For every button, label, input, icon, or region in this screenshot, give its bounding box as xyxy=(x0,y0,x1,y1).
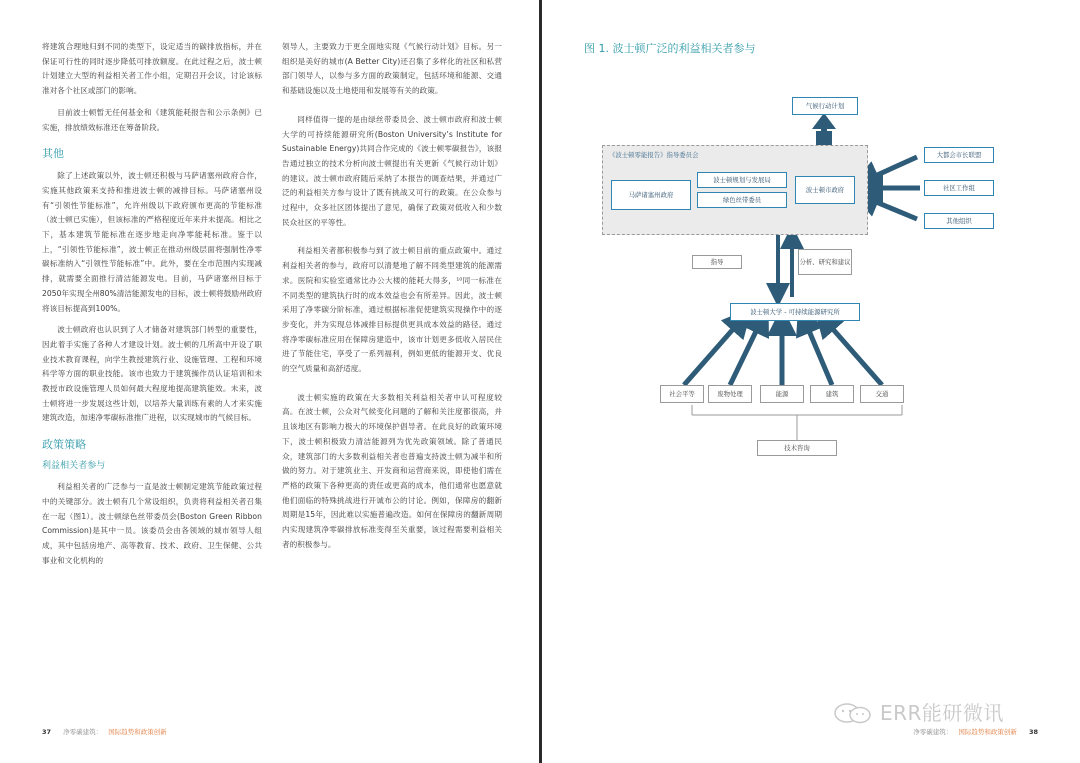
publication-subtitle: 国际趋势和政策创新 xyxy=(958,728,1017,736)
section-heading-policy: 政策策略 xyxy=(42,438,87,452)
publication-title: 净零碳建筑： xyxy=(913,728,953,736)
left-column-1 xyxy=(42,40,262,568)
analysis-label: 分析、研究和建议 xyxy=(798,249,852,275)
paragraph: 目前波士顿暂无任何基金和《建筑能耗报告和公示条例》已实施，排放绩效标准还在筹备阶段。 xyxy=(42,107,262,132)
source-energy-box: 能源 xyxy=(760,385,804,403)
page-number: 38 xyxy=(1028,728,1038,736)
arrow-shaft-climate xyxy=(816,131,832,145)
steering-committee xyxy=(602,145,868,235)
institute-box: 波士顿大学 - 可持续能源研究所 xyxy=(730,303,860,321)
paragraph: 利益相关者都积极参与到了波士顿目前的重点政策中。通过利益相关者的参与，政府可以清楚地了解不同类型建筑的能源需求。医院和实验室通常比办公大楼的能耗大得多，¹⁰同一标准在不同类型的建筑执行时的成本效益也会有所差异。因此，波士顿采用了净零碳分阶标准，通过根据标准促使建筑实现操作中的逐步变化，并为实现总体减排目标提供更具成本效益的路径。通过将净零碳标准应用在保障房建造中，该市计划更多低收入居民住进了节能住宅，享受了一系列福利，例如更低的能源开支、优良的空气质量和高舒适度。 xyxy=(282,246,502,374)
climate-action-plan-box: 气候行动计划 xyxy=(792,97,858,115)
publication-subtitle: 国际趋势和政策创新 xyxy=(108,728,167,736)
arrow-buildings xyxy=(804,319,832,385)
arrow-mayors xyxy=(864,157,917,181)
publication-title: 净零碳建筑： xyxy=(63,728,103,736)
other-orgs-box: 其他组织 xyxy=(924,213,994,229)
planning-agency-box: 波士顿规划与发展局 xyxy=(697,172,787,188)
right-page xyxy=(542,0,1080,763)
city-gov-box: 波士顿市政府 xyxy=(795,176,855,204)
source-buildings-box: 建筑 xyxy=(810,385,854,403)
subsection-heading-stakeholder: 利益相关者参与 xyxy=(42,461,106,472)
paragraph: 领导人，主要致力于更全面地实现《气候行动计划》目标。另一组织是美好的城市(A Better City)还召集了多样化的社区和私营部门领导人，以参与多方面的政策制定，包括环境和能源、交通和基础设施以及土地使用和发展等有关的政策。 xyxy=(282,42,502,96)
stakeholder-diagram xyxy=(602,95,1022,480)
right-footer xyxy=(913,728,1038,737)
arrow-transport xyxy=(824,319,882,385)
source-waste-box: 废物处理 xyxy=(708,385,752,403)
page-number: 37 xyxy=(42,728,52,736)
watermark xyxy=(832,701,1004,725)
wechat-icon xyxy=(832,702,874,724)
community-group-box: 社区工作组 xyxy=(924,180,994,196)
left-column-2 xyxy=(282,40,502,553)
paragraph: 将建筑合理地归到不同的类型下，设定适当的碳排放指标，并在保证可行性的同时逐步降低可排放额度。在此过程之后，波士顿计划建立大型的利益相关者工作小组，定期召开会议，讨论该标准对各个社区或部门的影响。 xyxy=(42,42,262,96)
watermark-text: ERR能研微讯 xyxy=(880,701,1004,725)
paragraph: 波士顿实施的政策在大多数相关利益相关者中认可程度较高。在波士顿，公众对气候变化问题的了解和关注度都很高，并且该地区有影响力极大的环境保护倡导者。在此良好的政策环境下，波士顿积极致力清洁能源列为优先政策领域。除了普通民众，建筑部门的大多数利益相关者也普遍支持波士顿为减半和所做的努力。对于建筑业主、开发商和运营商来说，即使他们需在严格的政策下各种更高的责任或更高的成本，他们通常也愿意就他们面临的特殊挑战进行开诚布公的讨论。例如，保障房的翻新周期是15年，因此难以实施普遍改造。如何在保障房的翻新周期内实现建筑净零碳排放标准变得至关重要，该过程需要利益相关者的积极参与。 xyxy=(282,392,502,549)
paragraph: 同样值得一提的是由绿丝带委员会、波士顿市政府和波士顿大学的可持续能源研究所(Boston University’s Institute for Sustainable Energy)共同合作完成的《波士顿零碳报告》，该报告通过独立的技术分析向波士顿提出有关更新《气候行动计划》的建议。波士顿市政府随后采纳了本报告的调查结果，并通过广泛的利益相关方参与设计了既有挑战又可行的政策。在公众参与过程中，众多社区团体提出了意见，确保了政策对低收入和少数民众社区的平等性。 xyxy=(282,114,502,227)
paragraph: 利益相关者的广泛参与一直是波士顿制定建筑节能政策过程中的关键部分。波士顿有几个常设组织，负责将利益相关者召集在一起（图1）。波士顿绿色丝带委员会(Boston Green Ribbon Commission)是其中一员。该委员会由各领域的城市领导人组成，其中包括房地产、高等教育、技术、政府、卫生保健、公共事业和文化机构的 xyxy=(42,482,262,565)
paragraph: 波士顿政府也认识到了人才储备对建筑部门转型的重要性，因此着手实施了各种人才建设计划。波士顿的几所高中开设了职业技术教育课程，向学生教授建筑行业、设施管理、工程和环境科学等方面的职业技能。该市也致力于建筑操作员认证培训和未教授市政设施管理人员如何最大程度地提高建筑能效。未来，波士顿将进一步发展这些计划，以培养大量训练有素的人才来实施建筑改造，加速净零碳标准推广进程，以实现城市的气候目标。 xyxy=(42,325,262,423)
guidance-label: 指导 xyxy=(692,255,742,269)
left-page xyxy=(0,0,539,763)
steering-committee-label: 《波士顿零能报告》指导委员会 xyxy=(609,151,699,159)
paragraph: 除了上述政策以外，波士顿还积极与马萨诸塞州政府合作，实施其他政策来支持和推进波士顿的减排目标。马萨诸塞州设有“引领性节能标准”，允许州级以下政府颁布更高的节能标准（波士顿已实施），但该标准的严格程度近年来并未提高。相比之下，基本建筑节能标准在逐步地走向净零能耗标准。鉴于以上，“引领性节能标准”，波士顿正在推动州级层面将强制性净零碳标准纳入“引领性节能标准”中。此外，要在全市范围内实现减排，就需要全面推行清洁能源发电。目前，马萨诸塞州目标于2050年实现全州80%清洁能源发电的目标，波士顿将鼓励州政府将该目标提高到100%。 xyxy=(42,171,263,313)
mass-gov-box: 马萨诸塞州政府 xyxy=(611,180,691,210)
arrow-others xyxy=(864,197,917,219)
green-ribbon-box: 绿色丝带委员 xyxy=(697,192,787,208)
section-heading-other: 其他 xyxy=(42,147,65,161)
figure-title: 图 1. 波士顿广泛的利益相关者参与 xyxy=(584,42,756,55)
source-transport-box: 交通 xyxy=(860,385,904,403)
tech-consult-box: 技术咨询 xyxy=(757,440,837,456)
source-equity-box: 社会平等 xyxy=(660,385,704,403)
left-footer xyxy=(42,728,167,737)
mayors-alliance-box: 大都会市长联盟 xyxy=(924,147,994,163)
